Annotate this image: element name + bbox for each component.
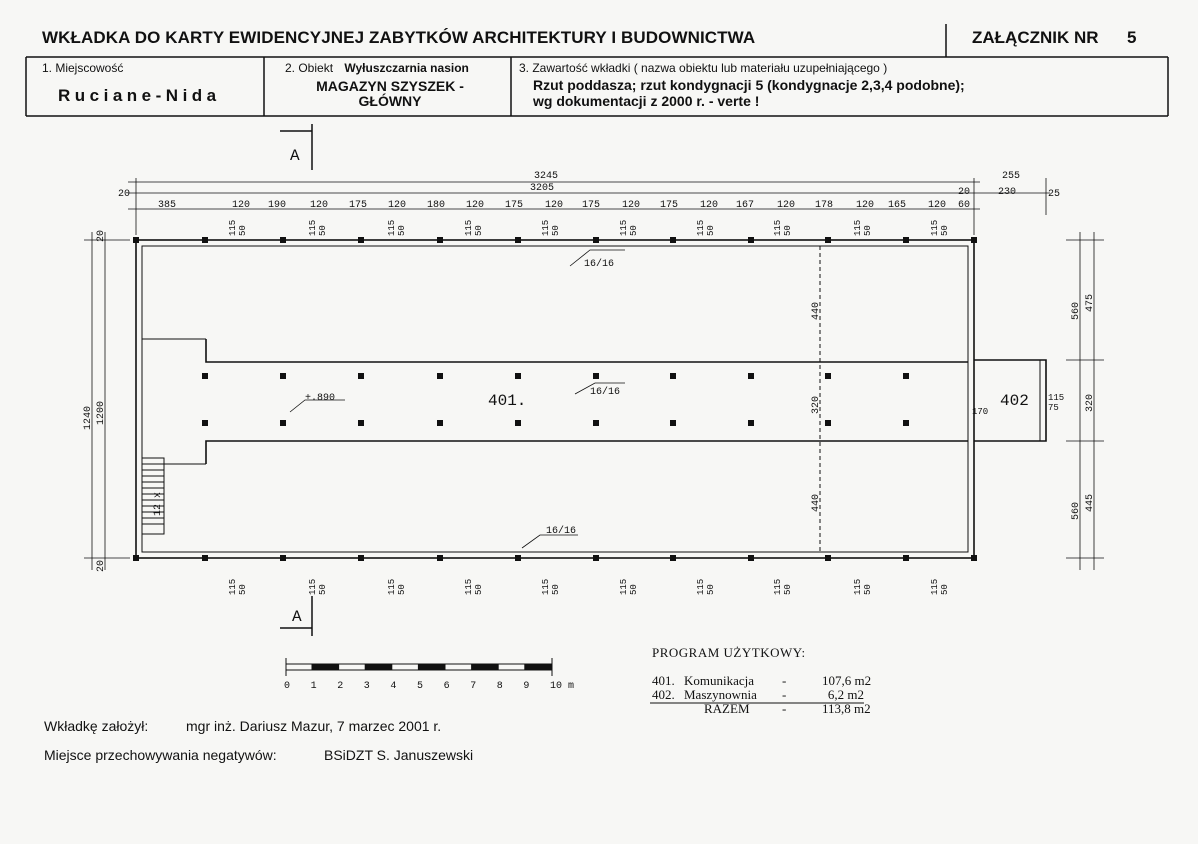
pillar-dim-bot-4-0: 115 <box>541 578 551 595</box>
attachment-label: ZAŁĄCZNIK NR <box>972 28 1099 47</box>
program-no: 402. <box>652 687 675 702</box>
wall-pillar-bottom-1 <box>280 555 286 561</box>
scale-label-7: 7 <box>470 681 477 692</box>
wall-pillar-bottom-6 <box>670 555 676 561</box>
corner-pillar-tr <box>971 237 977 243</box>
pillar-dim-top-2-1: 50 <box>397 225 407 236</box>
column-upper-1 <box>280 373 286 379</box>
dim-overall-255: 255 <box>1002 171 1021 182</box>
column-upper-9 <box>903 373 909 379</box>
pillar-dim-bot-3-1: 50 <box>474 584 484 595</box>
dim-inner-440-top: 440 <box>811 301 822 320</box>
pillar-dim-top-7-1: 50 <box>783 225 793 236</box>
program-no: 401. <box>652 673 675 688</box>
dim-top-11: 120 <box>622 200 641 211</box>
column-lower-1 <box>280 420 286 426</box>
elevation-label: +.890 <box>305 393 336 404</box>
dim-right-320: 320 <box>1085 393 1096 412</box>
beam-label-bottom: 16/16 <box>546 526 577 537</box>
wall-pillar-bottom-4 <box>515 555 521 561</box>
location-value: Ruciane-Nida <box>58 86 221 105</box>
pillar-dim-top-3-1: 50 <box>474 225 484 236</box>
pillar-dim-top-2-0: 115 <box>387 219 397 236</box>
pillar-dim-bot-4-1: 50 <box>551 584 561 595</box>
wall-pillar-bottom-3 <box>437 555 443 561</box>
object-label-text: 2. Obiekt <box>285 61 334 75</box>
dim-20-right: 20 <box>958 187 971 198</box>
column-lower-2 <box>358 420 364 426</box>
scale-label-1: 1 <box>310 681 317 692</box>
location-label: 1. Miejscowość <box>42 61 124 75</box>
pillar-dim-top-8-1: 50 <box>863 225 873 236</box>
pillar-dim-bot-7-1: 50 <box>783 584 793 595</box>
pillar-dim-top-5-1: 50 <box>629 225 639 236</box>
dim-25: 25 <box>1048 189 1061 200</box>
dim-top-7: 120 <box>466 200 485 211</box>
program-title: PROGRAM UŻYTKOWY: <box>652 645 806 660</box>
scale-label-2: 2 <box>337 681 344 692</box>
program-dash: - <box>782 701 787 716</box>
dim-top-13: 120 <box>700 200 719 211</box>
wall-pillar-top-9 <box>903 237 909 243</box>
dim-left-20-top: 20 <box>96 229 107 242</box>
column-lower-8 <box>825 420 831 426</box>
dim-top-18: 165 <box>888 200 907 211</box>
wall-pillar-bottom-2 <box>358 555 364 561</box>
pillar-dim-top-7-0: 115 <box>773 219 783 236</box>
program-area: 107,6 m2 <box>822 673 872 688</box>
pillar-dim-bot-9-1: 50 <box>940 584 950 595</box>
dim-overall-3245: 3245 <box>534 171 559 182</box>
dim-left-1240: 1240 <box>83 405 94 430</box>
stair-label: 12 x <box>153 491 164 516</box>
program-dash: - <box>782 673 787 688</box>
pillar-dim-top-4-0: 115 <box>541 219 551 236</box>
object-subtitle: Wyłuszczarnia nasion <box>344 61 469 75</box>
column-upper-6 <box>670 373 676 379</box>
dim-top-15: 120 <box>777 200 796 211</box>
object-label <box>285 61 469 75</box>
scale-label-0: 0 <box>284 681 291 692</box>
dim-top-6: 180 <box>427 200 446 211</box>
corner-pillar-tl <box>133 237 139 243</box>
pillar-dim-bot-9-0: 115 <box>930 578 940 595</box>
pillar-dim-top-1-0: 115 <box>308 219 318 236</box>
column-upper-7 <box>748 373 754 379</box>
storage-label: Miejsce przechowywania negatywów: <box>44 747 277 763</box>
pillar-dim-top-6-0: 115 <box>696 219 706 236</box>
dim-top-2: 190 <box>268 200 287 211</box>
pillar-dim-bot-0-1: 50 <box>238 584 248 595</box>
column-lower-0 <box>202 420 208 426</box>
pillar-dim-top-4-1: 50 <box>551 225 561 236</box>
column-upper-4 <box>515 373 521 379</box>
pillar-dim-bot-3-0: 115 <box>464 578 474 595</box>
dim-inner-440-bottom: 440 <box>811 493 822 512</box>
column-upper-5 <box>593 373 599 379</box>
wall-pillar-top-5 <box>593 237 599 243</box>
column-lower-5 <box>593 420 599 426</box>
pillar-dim-bot-8-0: 115 <box>853 578 863 595</box>
beam-label-mid: 16/16 <box>590 387 621 398</box>
dim-right-475: 475 <box>1085 293 1096 312</box>
pillar-dim-bot-1-1: 50 <box>318 584 328 595</box>
wall-pillar-bottom-9 <box>903 555 909 561</box>
pillar-dim-top-8-0: 115 <box>853 219 863 236</box>
section-mark-top: A <box>290 147 300 165</box>
wall-pillar-top-4 <box>515 237 521 243</box>
corner-pillar-br <box>971 555 977 561</box>
pillar-dim-top-5-0: 115 <box>619 219 629 236</box>
room-401-label: 401. <box>488 392 527 410</box>
program-name: Maszynownia <box>684 687 757 702</box>
pillar-dim-top-1-1: 50 <box>318 225 328 236</box>
pillar-dim-bot-8-1: 50 <box>863 584 873 595</box>
section-mark-bottom: A <box>292 608 302 626</box>
dim-top-3: 120 <box>310 200 329 211</box>
dim-left-20-bottom: 20 <box>96 559 107 572</box>
content-label: 3. Zawartość wkładki ( nazwa obiektu lub materiału uzupełniającego ) <box>519 61 888 75</box>
pillar-dim-top-3-0: 115 <box>464 219 474 236</box>
dim-top-5: 120 <box>388 200 407 211</box>
column-lower-4 <box>515 420 521 426</box>
pillar-dim-top-9-1: 50 <box>940 225 950 236</box>
created-label: Wkładkę założył: <box>44 718 149 734</box>
dim-top-16: 178 <box>815 200 834 211</box>
dim-top-8: 175 <box>505 200 524 211</box>
wall-pillar-bottom-7 <box>748 555 754 561</box>
dim-left-1200: 1200 <box>96 400 107 425</box>
pillar-dim-bot-7-0: 115 <box>773 578 783 595</box>
scale-label-4: 4 <box>390 681 397 692</box>
program-name: RAZEM <box>704 701 750 716</box>
form-title: WKŁADKA DO KARTY EWIDENCYJNEJ ZABYTKÓW ARCHITEKTURY I BUDOWNICTWA <box>42 28 756 47</box>
dim-top-10: 175 <box>582 200 601 211</box>
column-upper-0 <box>202 373 208 379</box>
scale-label-10: 10 m <box>550 681 575 692</box>
wall-pillar-top-7 <box>748 237 754 243</box>
scale-label-9: 9 <box>523 681 530 692</box>
column-upper-2 <box>358 373 364 379</box>
dim-inner-320: 320 <box>811 395 822 414</box>
corner-pillar-bl <box>133 555 139 561</box>
dim-top-4: 175 <box>349 200 368 211</box>
object-name <box>270 79 510 109</box>
pillar-dim-bot-6-1: 50 <box>706 584 716 595</box>
dim-top-17: 120 <box>856 200 875 211</box>
content-description <box>533 77 965 109</box>
wall-pillar-top-6 <box>670 237 676 243</box>
room-402-dim-b: 75 <box>1048 403 1059 413</box>
program-area: 6,2 m2 <box>827 687 864 702</box>
dim-top-19: 120 <box>928 200 947 211</box>
wall-pillar-bottom-8 <box>825 555 831 561</box>
pillar-dim-bot-0-0: 115 <box>228 578 238 595</box>
wall-pillar-bottom-0 <box>202 555 208 561</box>
wall-pillar-top-0 <box>202 237 208 243</box>
dim-right-445: 445 <box>1085 493 1096 512</box>
wall-pillar-bottom-5 <box>593 555 599 561</box>
pillar-dim-bot-2-1: 50 <box>397 584 407 595</box>
pillar-dim-top-0-0: 115 <box>228 219 238 236</box>
scale-label-8: 8 <box>496 681 503 692</box>
room-402-label: 402 <box>1000 392 1029 410</box>
created-value: mgr inż. Dariusz Mazur, 7 marzec 2001 r. <box>186 718 442 734</box>
pillar-dim-bot-5-1: 50 <box>629 584 639 595</box>
program-area: 113,8 m2 <box>822 701 871 716</box>
pillar-dim-bot-2-0: 115 <box>387 578 397 595</box>
dim-20-left: 20 <box>118 189 131 200</box>
column-lower-3 <box>437 420 443 426</box>
pillar-dim-bot-1-0: 115 <box>308 578 318 595</box>
wall-pillar-top-3 <box>437 237 443 243</box>
column-lower-9 <box>903 420 909 426</box>
object-name-line1: MAGAZYN SZYSZEK - <box>316 78 464 94</box>
content-line1: Rzut poddasza; rzut kondygnacji 5 (kondygnacje 2,3,4 podobne); <box>533 77 965 93</box>
wall-pillar-top-8 <box>825 237 831 243</box>
scale-label-5: 5 <box>417 681 424 692</box>
beam-label-top: 16/16 <box>584 259 615 270</box>
storage-value: BSiDZT S. Januszewski <box>324 747 474 763</box>
pillar-dim-top-6-1: 50 <box>706 225 716 236</box>
dim-right-560-bottom: 560 <box>1071 501 1082 520</box>
pillar-dim-bot-5-0: 115 <box>619 578 629 595</box>
column-upper-8 <box>825 373 831 379</box>
pillar-dim-bot-6-0: 115 <box>696 578 706 595</box>
scale-label-6: 6 <box>443 681 450 692</box>
dim-top-0: 385 <box>158 200 177 211</box>
column-upper-3 <box>437 373 443 379</box>
dim-top-12: 175 <box>660 200 679 211</box>
room-402-dim-a: 115 <box>1048 393 1065 403</box>
room-402-dim-c: 170 <box>972 407 989 417</box>
dim-overall-3205: 3205 <box>530 183 555 194</box>
dim-top-1: 120 <box>232 200 251 211</box>
pillar-dim-top-0-1: 50 <box>238 225 248 236</box>
attachment-number: 5 <box>1127 28 1137 47</box>
wall-pillar-top-2 <box>358 237 364 243</box>
column-lower-7 <box>748 420 754 426</box>
content-line2: wg dokumentacji z 2000 r. - verte ! <box>533 93 760 109</box>
wall-pillar-top-1 <box>280 237 286 243</box>
dim-top-20: 60 <box>958 200 971 211</box>
object-name-line2: GŁÓWNY <box>358 93 422 109</box>
pillar-dim-top-9-0: 115 <box>930 219 940 236</box>
dim-top-14: 167 <box>736 200 755 211</box>
program-name: Komunikacja <box>684 673 755 688</box>
dim-top-9: 120 <box>545 200 564 211</box>
dim-overall-230: 230 <box>998 187 1017 198</box>
program-dash: - <box>782 687 787 702</box>
column-lower-6 <box>670 420 676 426</box>
scale-label-3: 3 <box>363 681 370 692</box>
dim-right-560-top: 560 <box>1071 301 1082 320</box>
